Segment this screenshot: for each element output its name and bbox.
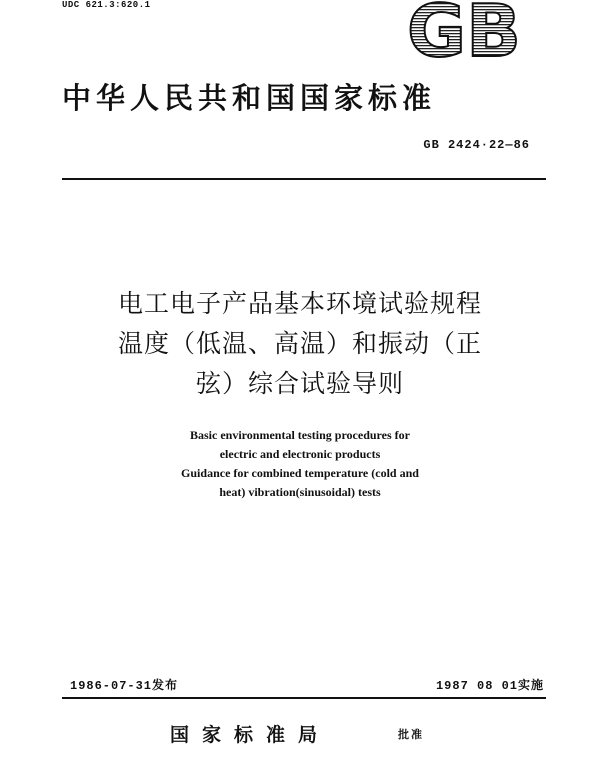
english-title — [60, 426, 540, 502]
standard-number: GB 2424·22—86 — [423, 138, 530, 152]
chinese-title-line: 弦）综合试验导则 — [195, 369, 404, 398]
gb-logo-text: GB — [407, 0, 521, 62]
issue-date: 1986-07-31发布 — [70, 679, 179, 693]
udc-code: UDC 621.3:620.1 — [62, 0, 151, 10]
english-title-line: Basic environmental testing procedures for — [190, 428, 410, 442]
chinese-title-line: 温度（低温、高温）和振动（正 — [117, 329, 482, 358]
english-title-line: Guidance for combined temperature (cold and — [181, 466, 419, 480]
gb-logo-mark — [398, 0, 530, 62]
english-title-line: heat) vibration(sinusoidal) tests — [219, 485, 381, 499]
implementation-date: 1987 08 01实施 — [435, 679, 544, 693]
gb-logo — [398, 0, 530, 62]
top-divider — [62, 178, 546, 180]
approve-label: 批准 — [398, 728, 424, 741]
bottom-divider — [62, 697, 546, 699]
approving-authority: 国家标准局 — [170, 724, 331, 746]
chinese-title-line: 电工电子产品基本环境试验规程 — [117, 289, 482, 318]
organization-title: 中华人民共和国国家标准 — [62, 81, 437, 115]
chinese-title — [60, 284, 540, 404]
english-title-line: electric and electronic products — [219, 447, 381, 461]
